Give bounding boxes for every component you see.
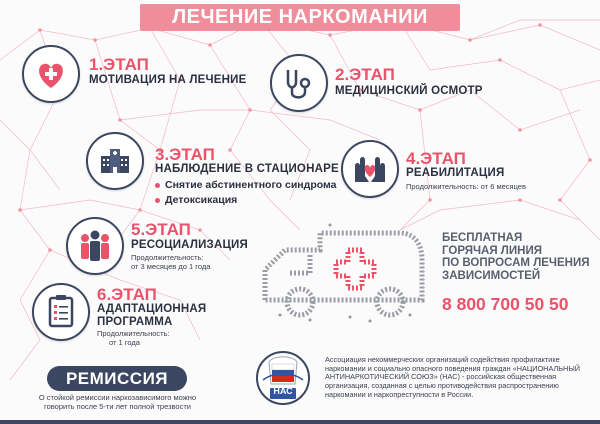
stage-3-number: 3.ЭТАП — [155, 145, 215, 164]
heart-plus-icon — [24, 47, 78, 101]
remission-caption: О стойкой ремиссии наркозависимого можно говорить после 5-ти лет полной трезвости — [38, 393, 197, 411]
hotline-text: БЕСПЛАТНАЯ ГОРЯЧАЯ ЛИНИЯ ПО ВОПРОСАМ ЛЕЧЕНИЯ ЗАВИСИМОСТЕЙ — [442, 232, 590, 282]
stethoscope-icon — [272, 56, 326, 110]
stage-6-duration: Продолжительность: от 1 года — [97, 329, 170, 347]
stage-1-title: МОТИВАЦИЯ НА ЛЕЧЕНИЕ — [89, 74, 247, 86]
stage-3-title: НАБЛЮДЕНИЕ В СТАЦИОНАРЕ — [155, 163, 339, 175]
stage-6-icon-circle — [32, 283, 90, 341]
stage-1-icon-circle — [22, 45, 80, 103]
hotline-phone[interactable]: 8 800 700 50 50 — [442, 294, 569, 314]
stage-5-title: РЕСОЦИАЛИЗАЦИЯ — [131, 239, 248, 251]
association-description: Ассоциация некоммерческих организаций содействия профилактике наркомании и социально опасного поведения граждан «НАЦИОНАЛЬНЫЙ АНТИНАРКОТИЧЕСКИЙ СОЮЗ» (НАС) - российская общественная организация, созданная с целью противодействия распространению наркомании и наркопреступности в России. — [325, 355, 581, 399]
stage-5-icon-circle — [66, 217, 124, 275]
stage-1-number: 1.ЭТАП — [89, 55, 149, 74]
remission-label: РЕМИССИЯ — [65, 369, 169, 388]
stage-4-duration: Продолжительность: от 6 месяцев — [406, 182, 526, 191]
stage-6-title: АДАПТАЦИОННАЯ ПРОГРАММА — [97, 303, 207, 328]
page-title: ЛЕЧЕНИЕ НАРКОМАНИИ — [172, 6, 428, 28]
stage-3-bullet: Детоксикация — [155, 194, 237, 206]
association-logo — [255, 350, 311, 406]
stage-2-number: 2.ЭТАП — [335, 65, 395, 84]
people-group-icon — [68, 219, 122, 273]
hospital-building-icon — [88, 134, 142, 188]
bullet-dot-icon — [155, 183, 160, 188]
stage-4-title: РЕАБИЛИТАЦИЯ — [406, 167, 505, 179]
stage-2-title: МЕДИЦИНСКИЙ ОСМОТР — [335, 85, 483, 97]
stage-4-icon-circle — [341, 140, 399, 198]
stage-3-bullet: Снятие абстинентного синдрома — [155, 179, 336, 191]
clipboard-checklist-icon — [34, 285, 88, 339]
crowd-ambulance-image — [250, 215, 435, 330]
stage-4-number: 4.ЭТАП — [406, 149, 466, 168]
bullet-dot-icon — [155, 198, 160, 203]
remission-badge — [47, 366, 187, 391]
stage-5-number: 5.ЭТАП — [131, 220, 191, 239]
hands-heart-icon — [343, 142, 397, 196]
stage-2-icon-circle — [270, 54, 328, 112]
bottom-bar — [0, 420, 600, 424]
stage-5-duration: Продолжительность: от 3 месяцев до 1 года — [131, 253, 211, 271]
stage-6-number: 6.ЭТАП — [97, 285, 157, 304]
association-logo-label: НАС — [273, 386, 293, 396]
title-banner — [140, 4, 460, 31]
stage-3-icon-circle — [86, 132, 144, 190]
